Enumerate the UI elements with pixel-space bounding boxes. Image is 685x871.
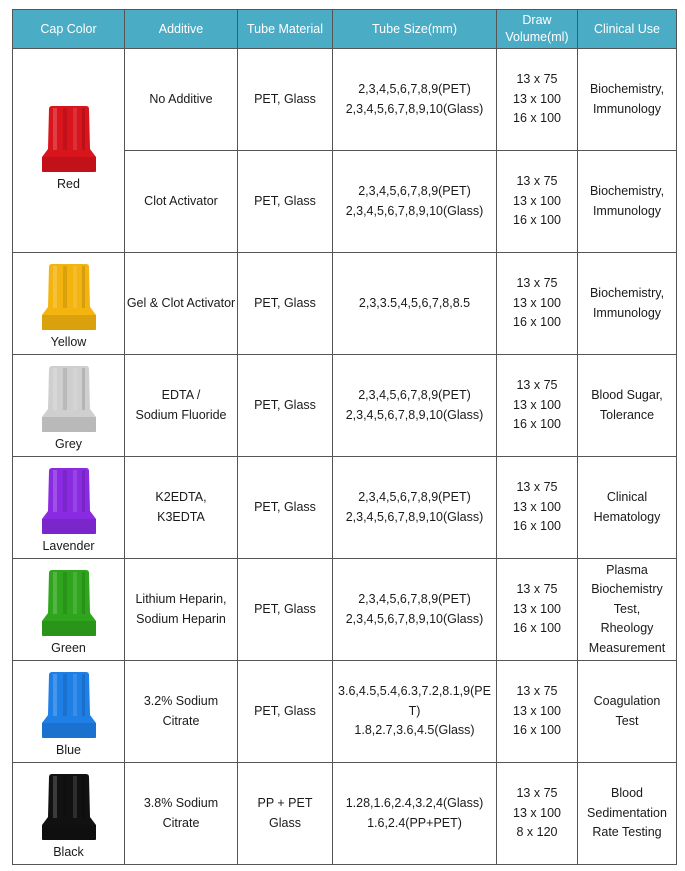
clinical-use-cell-line: Biochemistry, [589,82,665,96]
blood-tube-table [12,9,677,865]
header-clinical-use: Clinical Use [578,10,677,49]
green-cap-icon [41,569,97,637]
clinical-use-cell [578,457,677,559]
cap-color-label: Yellow [50,334,87,349]
tube-size-cell-line: 2,3,4,5,6,7,8,9,10(Glass) [345,101,484,116]
draw-volume-cell-line: 13 x 75 [516,378,558,393]
cap-color-cell [13,457,125,559]
cap-color-label: Blue [55,742,82,757]
table-row [13,559,677,661]
table-header-row [13,10,677,49]
draw-volume-cell-line: 13 x 100 [513,703,561,718]
cap-color-cell [13,559,125,661]
draw-volume-cell-line: 13 x 75 [516,582,558,597]
draw-volume-cell-line: 13 x 75 [516,72,558,87]
tube-material-cell [238,151,333,253]
table-row [13,355,677,457]
table-row [13,253,677,355]
clinical-use-cell-line: Clinical [606,490,648,504]
tube-material-cell [238,253,333,355]
additive-cell [125,253,238,355]
additive-cell-line: K3EDTA [157,509,205,524]
additive-cell [125,49,238,151]
clinical-use-cell [578,559,677,661]
header-tube-size: Tube Size(mm) [333,10,497,49]
tube-size-cell [333,151,497,253]
draw-volume-cell-line: 13 x 100 [513,295,561,310]
tube-material-cell [238,661,333,763]
cap-color-label: Green [51,640,86,655]
cap-color-label: Lavender [42,538,95,553]
black-cap-icon [41,773,97,841]
header-tube-material: Tube Material [238,10,333,49]
red-cap-icon [41,105,97,173]
additive-cell-line: 3.8% Sodium [143,796,219,810]
tube-size-cell-line: 2,3,4,5,6,7,8,9(PET) [358,184,471,198]
clinical-use-cell [578,253,677,355]
tube-size-cell [333,253,497,355]
lavender-cap-icon [41,467,97,535]
tube-material-cell-line: PET, Glass [254,193,316,208]
clinical-use-cell [578,49,677,151]
clinical-use-cell-line: Immunology [592,101,662,116]
clinical-use-cell-line: Test, [613,601,641,616]
clinical-use-cell-line: Measurement [588,640,666,655]
clinical-use-cell-line: Biochemistry [591,582,663,597]
tube-size-cell-line: 2,3,4,5,6,7,8,9,10(Glass) [345,203,484,218]
cap-color-label: Red [57,176,80,191]
clinical-use-cell-line: Plasma [606,562,648,577]
draw-volume-cell-line: 16 x 100 [513,519,561,534]
tube-size-cell-line: 2,3,4,5,6,7,8,9,10(Glass) [345,509,484,524]
additive-cell [125,151,238,253]
additive-cell [125,661,238,763]
tube-material-cell [238,355,333,457]
additive-cell-line: Sodium Fluoride [135,407,227,422]
tube-size-cell [333,661,497,763]
cap-color-cell [13,253,125,355]
draw-volume-cell-line: 13 x 75 [516,174,558,189]
draw-volume-cell [497,151,578,253]
clinical-use-cell-line: Coagulation [593,694,661,708]
tube-material-cell [238,49,333,151]
clinical-use-cell-line: Immunology [592,305,662,320]
tube-size-cell [333,457,497,559]
tube-material-cell-line: PET, Glass [254,91,316,106]
clinical-use-cell [578,661,677,763]
additive-cell-line: Citrate [162,815,200,830]
draw-volume-cell-line: 16 x 100 [513,417,561,432]
grey-cap-icon [41,365,97,433]
cap-color-cell [13,49,125,253]
draw-volume-cell-line: 13 x 100 [513,805,561,820]
tube-size-cell-line: 1.8,2.7,3.6,4.5(Glass) [354,723,475,738]
table-row [13,763,677,865]
draw-volume-cell-line: 13 x 75 [516,480,558,495]
draw-volume-cell-line: 13 x 75 [516,684,558,699]
tube-size-cell [333,355,497,457]
table-row [13,661,677,763]
tube-size-cell-line: 2,3,4,5,6,7,8,9,10(Glass) [345,407,484,422]
cap-color-cell [13,355,125,457]
draw-volume-cell-line: 13 x 100 [513,91,561,106]
additive-cell-line: K2EDTA, [155,490,207,504]
tube-size-cell-line: 2,3,4,5,6,7,8,9(PET) [358,490,471,504]
clinical-use-cell-line: Rheology [600,621,654,636]
clinical-use-cell-line: Immunology [592,203,662,218]
header-draw-volume: Draw Volume(ml) [497,10,578,49]
tube-size-cell-line: 3.6,4.5,5.4,6.3,7.2,8.1,9(PE [338,684,491,699]
tube-size-cell-line: 2,3,3.5,4,5,6,7,8,8.5 [358,295,471,310]
table-row [13,49,677,151]
draw-volume-cell-line: 16 x 100 [513,723,561,738]
clinical-use-cell-line: Rate Testing [592,825,662,840]
draw-volume-cell [497,355,578,457]
draw-volume-cell-line: 16 x 100 [513,111,561,126]
tube-material-cell-line: PET, Glass [254,295,316,310]
draw-volume-cell-line: 13 x 75 [516,276,558,291]
additive-cell-line: Clot Activator [144,193,218,208]
additive-cell [125,559,238,661]
clinical-use-cell-line: Biochemistry, [589,286,665,300]
tube-material-cell-line: PET, Glass [254,703,316,718]
additive-cell-line: Sodium Heparin [136,611,226,626]
additive-cell [125,763,238,865]
draw-volume-cell [497,49,578,151]
cap-color-label: Black [53,844,84,859]
additive-cell [125,355,238,457]
draw-volume-cell-line: 13 x 75 [516,786,558,801]
tube-size-cell-line: 1.6,2.4(PP+PET) [367,815,462,830]
tube-size-cell [333,763,497,865]
tube-material-cell-line: PP + PET [257,796,313,810]
draw-volume-cell-line: 13 x 100 [513,193,561,208]
draw-volume-cell-line: 13 x 100 [513,499,561,514]
draw-volume-cell-line: 8 x 120 [516,825,558,840]
draw-volume-cell [497,457,578,559]
draw-volume-cell [497,763,578,865]
tube-size-cell [333,49,497,151]
clinical-use-cell-line: Biochemistry, [589,184,665,198]
cap-color-label: Grey [54,436,83,451]
additive-cell-line: Citrate [162,713,200,728]
table-row [13,457,677,559]
clinical-use-cell-line: Sedimentation [587,805,667,820]
tube-size-cell-line: 2,3,4,5,6,7,8,9(PET) [358,388,471,402]
tube-material-cell [238,763,333,865]
draw-volume-cell-line: 16 x 100 [513,621,561,636]
tube-size-cell-line: 2,3,4,5,6,7,8,9,10(Glass) [345,611,484,626]
clinical-use-cell-line: Test [615,713,639,728]
additive-cell-line: 3.2% Sodium [143,694,219,708]
tube-size-cell-line: T) [408,703,421,718]
tube-material-cell [238,457,333,559]
additive-cell-line: EDTA / [161,388,201,402]
draw-volume-cell-line: 13 x 100 [513,397,561,412]
tube-material-cell-line: PET, Glass [254,499,316,514]
cap-color-cell [13,661,125,763]
additive-cell [125,457,238,559]
header-additive: Additive [125,10,238,49]
clinical-use-cell [578,151,677,253]
blue-cap-icon [41,671,97,739]
clinical-use-cell-line: Hematology [593,509,661,524]
header-cap-color: Cap Color [13,10,125,49]
yellow-cap-icon [41,263,97,331]
tube-material-cell-line: Glass [269,815,301,830]
tube-material-cell-line: PET, Glass [254,397,316,412]
tube-material-cell-line: PET, Glass [254,601,316,616]
tube-size-cell-line: 2,3,4,5,6,7,8,9(PET) [358,592,471,606]
clinical-use-cell [578,355,677,457]
additive-cell-line: Gel & Clot Activator [126,295,236,310]
cap-color-cell [13,763,125,865]
draw-volume-cell [497,253,578,355]
clinical-use-cell-line: Tolerance [599,407,655,422]
draw-volume-cell [497,661,578,763]
tube-size-cell-line: 2,3,4,5,6,7,8,9(PET) [358,82,471,96]
tube-material-cell [238,559,333,661]
clinical-use-cell-line: Blood Sugar, [591,388,663,402]
additive-cell-line: Lithium Heparin, [135,592,227,606]
additive-cell-line: No Additive [149,91,213,106]
tube-size-cell-line: 1.28,1.6,2.4,3.2,4(Glass) [345,796,484,810]
draw-volume-cell-line: 16 x 100 [513,315,561,330]
tube-size-cell [333,559,497,661]
clinical-use-cell [578,763,677,865]
clinical-use-cell-line: Blood [611,786,643,801]
draw-volume-cell [497,559,578,661]
draw-volume-cell-line: 13 x 100 [513,601,561,616]
draw-volume-cell-line: 16 x 100 [513,213,561,228]
